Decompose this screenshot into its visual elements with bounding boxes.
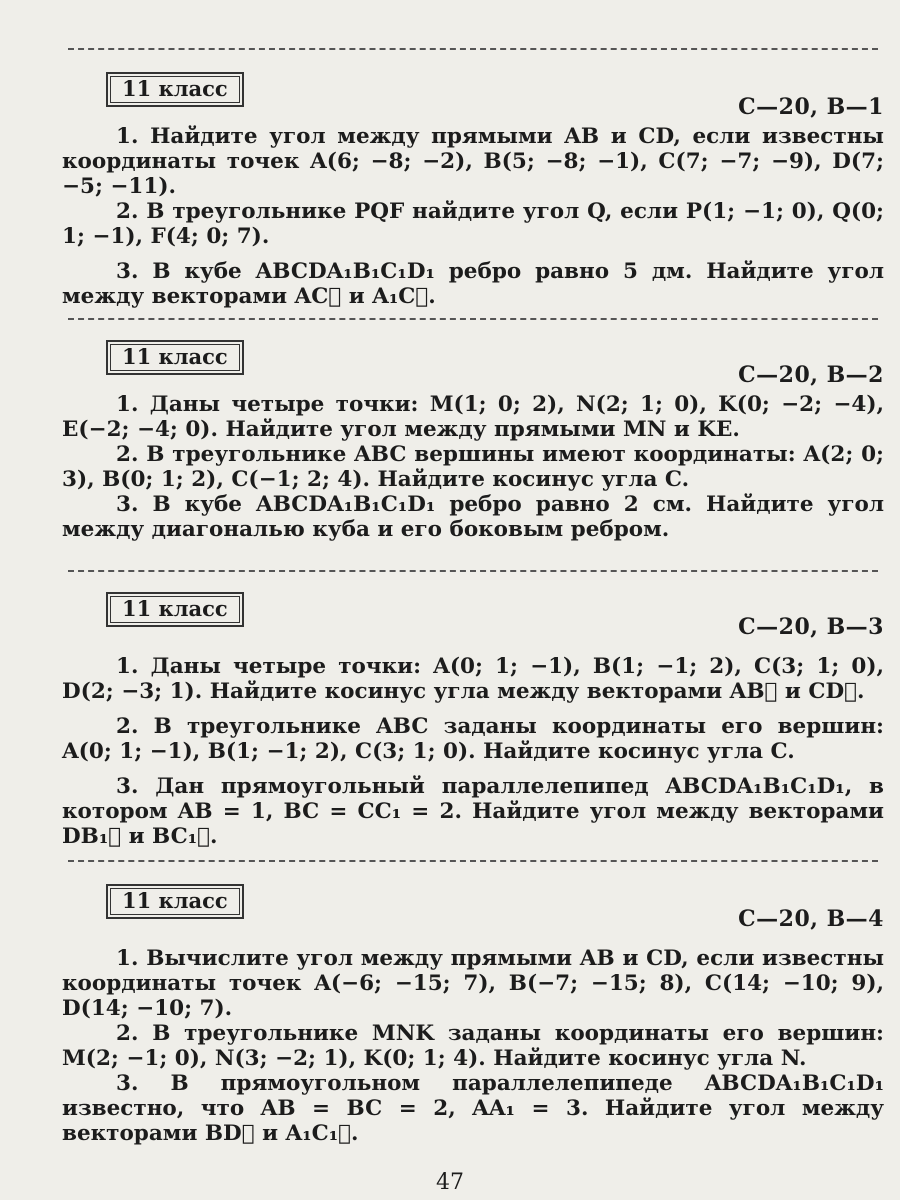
task-2: 2. В треугольнике MNK заданы координаты его вершин: M(2; −1; 0), N(3; −2; 1), K(0; 1; 4). Найдите косинус угла N.	[62, 1021, 884, 1071]
section-variant-1	[62, 72, 884, 309]
section-divider	[68, 48, 878, 50]
task-2: 2. В треугольнике ABC вершины имеют координаты: A(2; 0; 3), B(0; 1; 2), C(−1; 2; 4). Найдите косинус угла C.	[62, 442, 884, 492]
variant-label: С—20, В—3	[738, 614, 884, 640]
task-3: 3. В кубе ABCDA₁B₁C₁D₁ ребро равно 2 см. Найдите угол между диагональю куба и его боковым ребром.	[62, 492, 884, 542]
variant-label: С—20, В—2	[738, 362, 884, 388]
task-list	[62, 124, 884, 309]
variant-label: С—20, В—4	[738, 906, 884, 932]
task-1: 1. Вычислите угол между прямыми AB и CD, если известны координаты точек A(−6; −15; 7), B(−7; −15; 8), C(14; −10; 9), D(14; −10; 7).	[62, 946, 884, 1021]
task-2: 2. В треугольнике PQF найдите угол Q, если P(1; −1; 0), Q(0; 1; −1), F(4; 0; 7).	[62, 199, 884, 249]
task-3: 3. В кубе ABCDA₁B₁C₁D₁ ребро равно 5 дм. Найдите угол между векторами AC⃗ и A₁C⃗.	[62, 259, 884, 309]
task-3: 3. Дан прямоугольный параллелепипед ABCDA₁B₁C₁D₁, в котором AB = 1, BC = CC₁ = 2. Найдите угол между векторами DB₁⃗ и BC₁⃗.	[62, 774, 884, 849]
page-number: 47	[436, 1170, 464, 1195]
class-label-box: 11 класс	[106, 340, 244, 375]
task-list	[62, 936, 884, 1146]
task-list	[62, 392, 884, 542]
section-variant-2	[62, 340, 884, 550]
class-label-box: 11 класс	[106, 72, 244, 107]
class-label-box: 11 класс	[106, 884, 244, 919]
class-label-box: 11 класс	[106, 592, 244, 627]
section-variant-3	[62, 592, 884, 852]
section-divider	[68, 570, 878, 572]
task-1: 1. Найдите угол между прямыми AB и CD, если известны координаты точек A(6; −8; −2), B(5; −8; −1), C(7; −7; −9), D(7; −5; −11).	[62, 124, 884, 199]
section-divider	[68, 860, 878, 862]
variant-label: С—20, В—1	[738, 94, 884, 120]
task-list	[62, 644, 884, 849]
section-variant-4	[62, 884, 884, 1154]
task-1: 1. Даны четыре точки: A(0; 1; −1), B(1; −1; 2), C(3; 1; 0), D(2; −3; 1). Найдите косинус угла между векторами AB⃗ и CD⃗.	[62, 654, 884, 704]
task-1: 1. Даны четыре точки: M(1; 0; 2), N(2; 1; 0), K(0; −2; −4), E(−2; −4; 0). Найдите угол между прямыми MN и KE.	[62, 392, 884, 442]
section-divider	[68, 318, 878, 320]
task-3: 3. В прямоугольном параллелепипеде ABCDA₁B₁C₁D₁ известно, что AB = BC = 2, AA₁ = 3. Найдите угол между векторами BD⃗ и A₁C₁⃗.	[62, 1071, 884, 1146]
task-2: 2. В треугольнике ABC заданы координаты его вершин: A(0; 1; −1), B(1; −1; 2), C(3; 1; 0). Найдите косинус угла C.	[62, 714, 884, 764]
